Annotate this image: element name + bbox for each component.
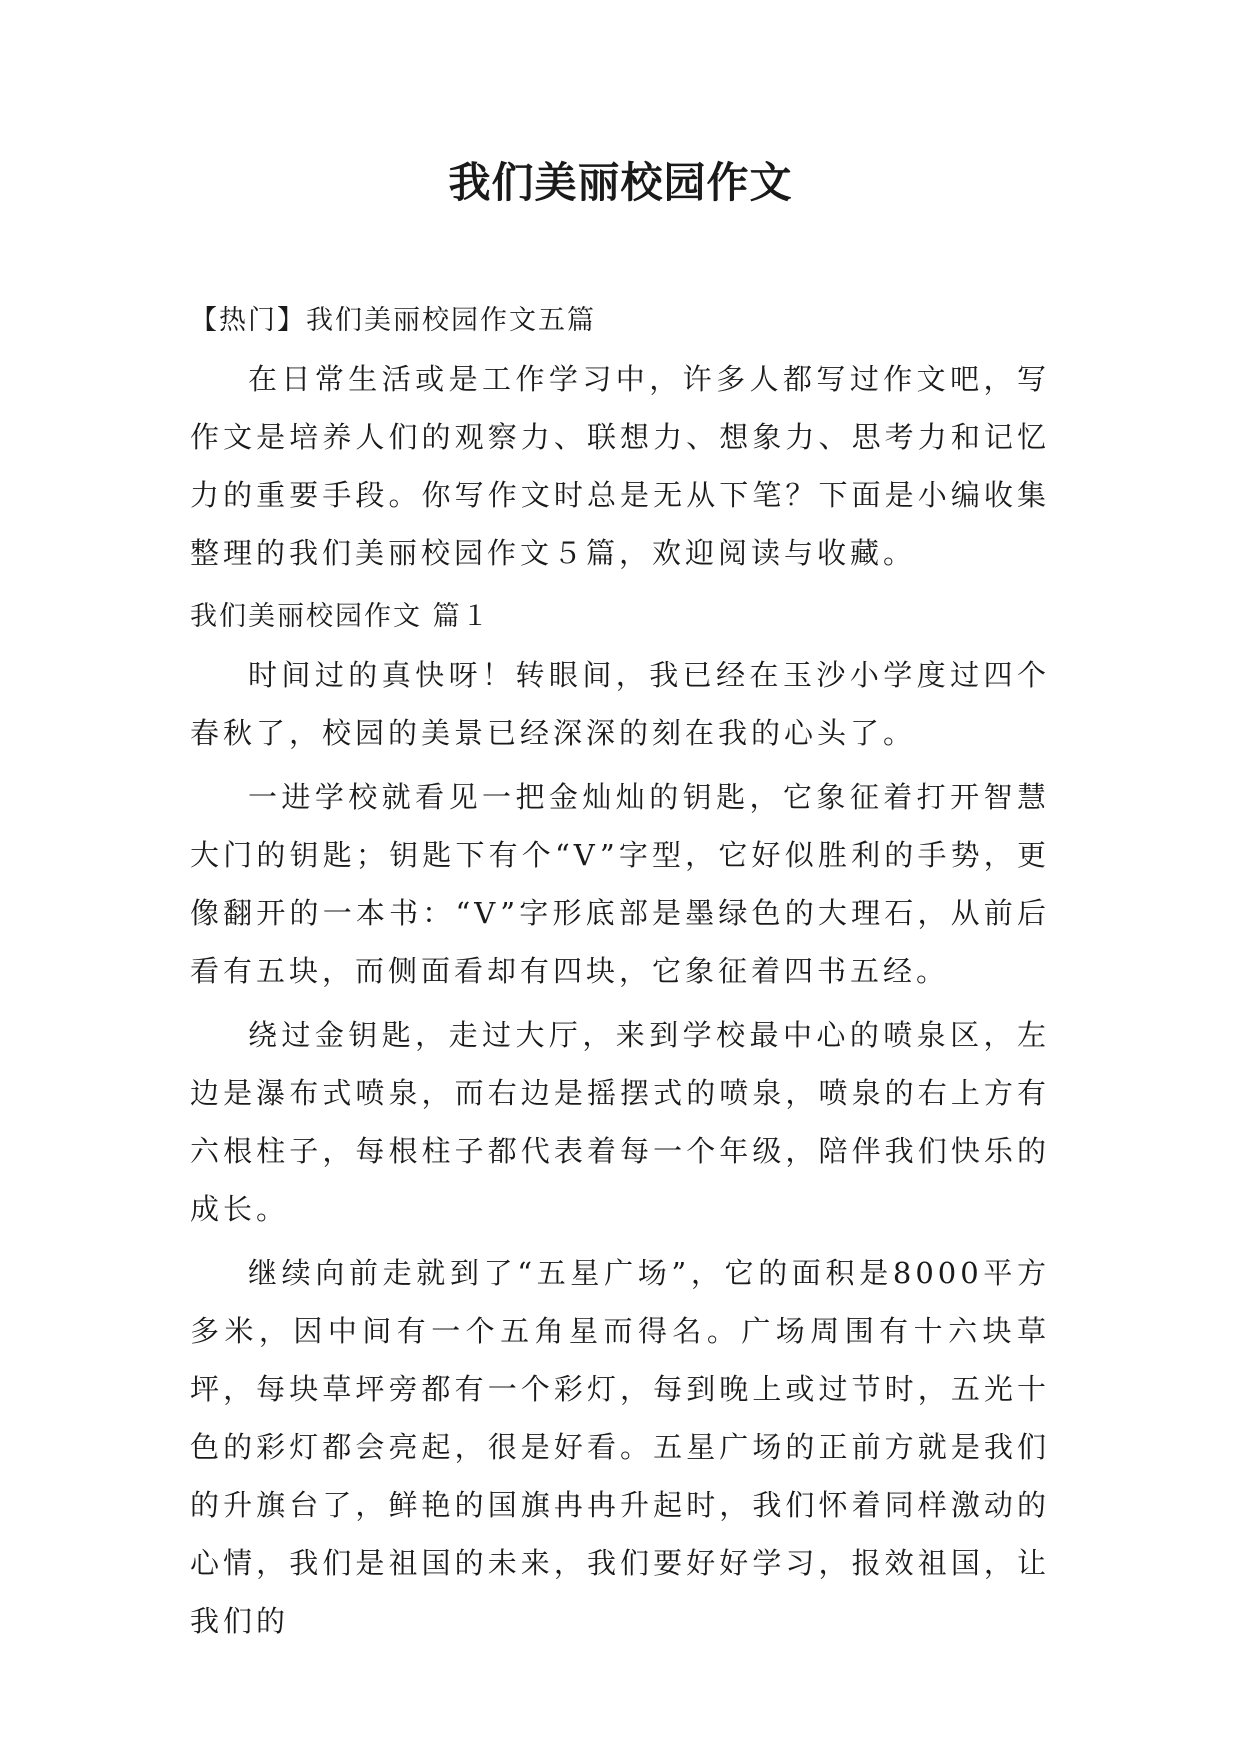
body-paragraph: 时间过的真快呀！转眼间，我已经在玉沙小学度过四个春秋了，校园的美景已经深深的刻在我的心头了。 [190,658,1050,750]
body-paragraph: 绕过金钥匙，走过大厅，来到学校最中心的喷泉区，左边是瀑布式喷泉，而右边是摇摆式的喷泉，喷泉的右上方有六根柱子，每根柱子都代表着每一个年级，陪伴我们快乐的成长。 [190,1018,1050,1226]
document-subtitle: 【热门】我们美丽校园作文五篇 [190,305,596,336]
section-title: 我们美丽校园作文 篇１ [190,601,491,632]
body-paragraph: 一进学校就看见一把金灿灿的钥匙，它象征着打开智慧大门的钥匙；钥匙下有个“V”字型，它好似胜利的手势，更像翻开的一本书：“V”字形底部是墨绿色的大理石，从前后看有五块，而侧面看却有四块，它象征着四书五经。 [190,780,1050,988]
document-body [190,292,1050,1656]
document-title: 我们美丽校园作文 [448,158,793,207]
body-paragraph: 继续向前走就到了“五星广场”，它的面积是8000平方多米，因中间有一个五角星而得名。广场周围有十六块草坪，每块草坪旁都有一个彩灯，每到晚上或过节时，五光十色的彩灯都会亮起，很是好看。五星广场的正前方就是我们的升旗台了，鲜艳的国旗冉冉升起时，我们怀着同样激动的心情，我们是祖国的未来，我们要好好学习，报效祖国，让我们的 [190,1256,1050,1638]
intro-paragraph: 在日常生活或是工作学习中，许多人都写过作文吧，写作文是培养人们的观察力、联想力、想象力、思考力和记忆力的重要手段。你写作文时总是无从下笔？下面是小编收集整理的我们美丽校园作文５篇，欢迎阅读与收藏。 [190,362,1050,570]
